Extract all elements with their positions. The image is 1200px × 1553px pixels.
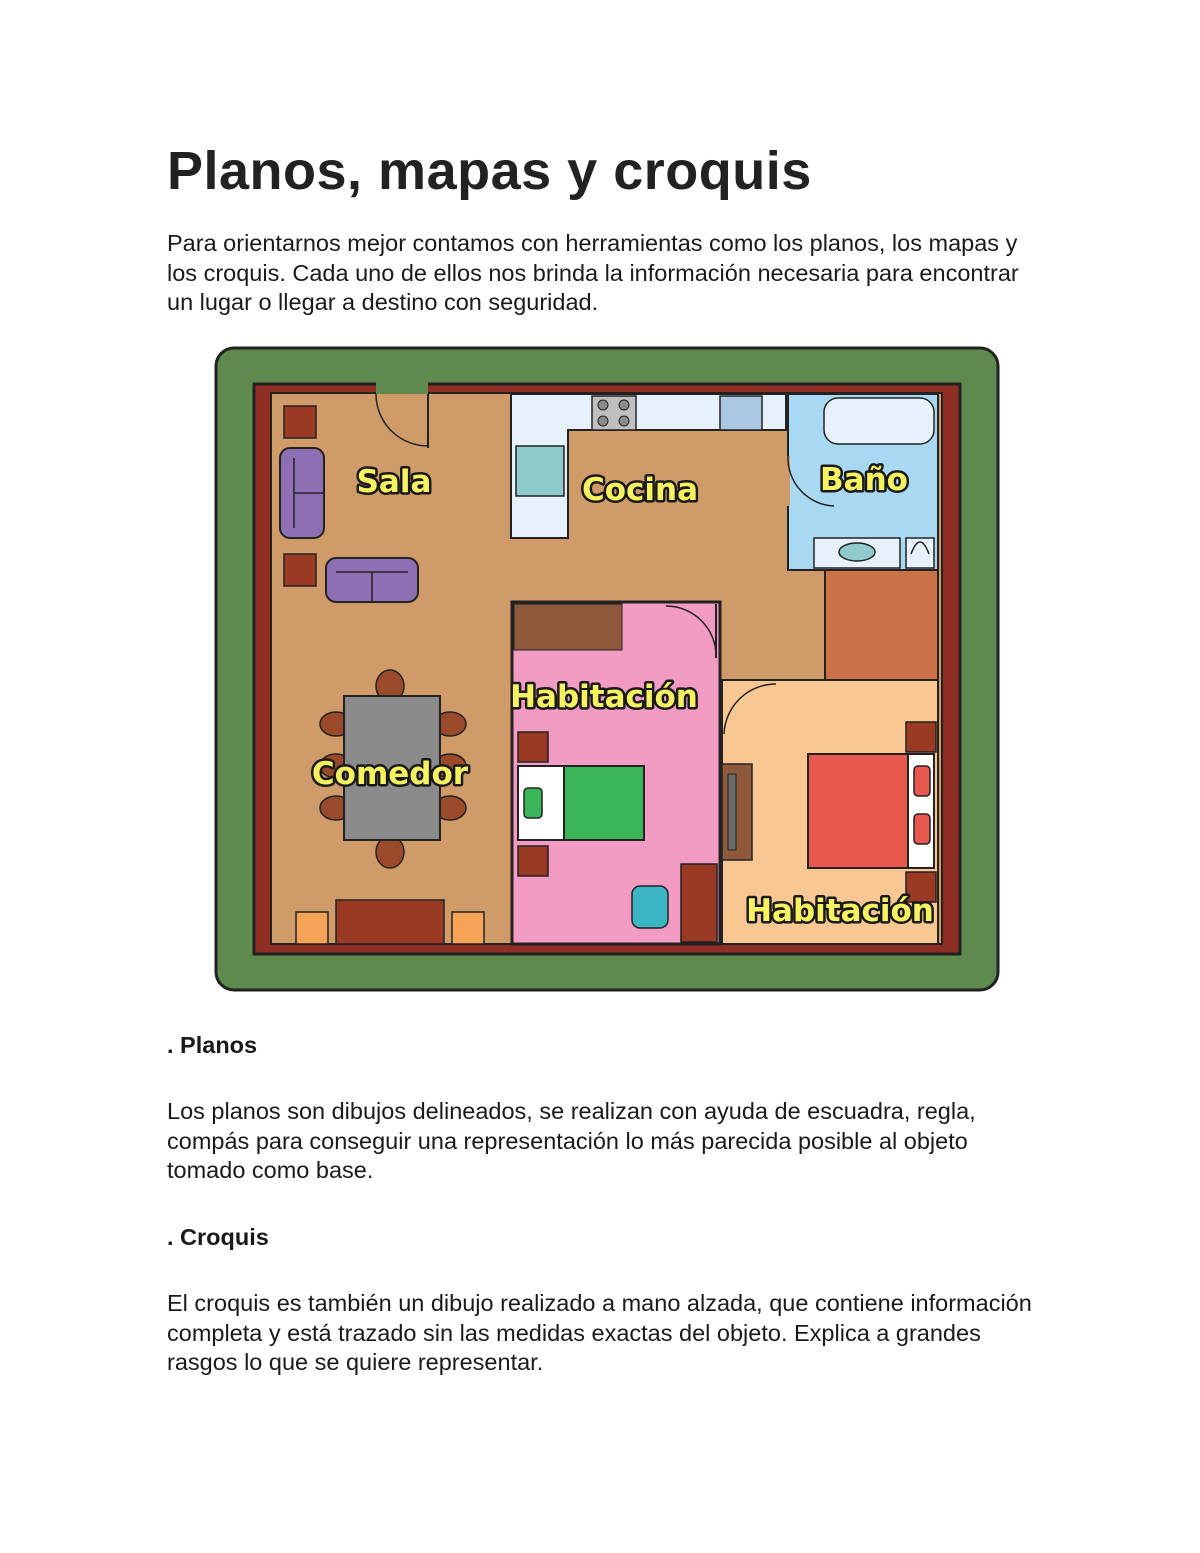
sofa-horizontal bbox=[326, 558, 418, 602]
room-label-habitacion-2: Habitación bbox=[746, 893, 934, 929]
nightstand bbox=[518, 846, 548, 876]
floor-plan-illustration bbox=[214, 346, 1000, 992]
room-label-sala: Sala bbox=[356, 464, 432, 500]
section-heading-croquis: . Croquis bbox=[167, 1224, 269, 1250]
kitchen-sink bbox=[720, 396, 762, 430]
stove bbox=[592, 396, 636, 430]
room-label-habitacion-1: Habitación bbox=[510, 679, 698, 715]
bed-green bbox=[518, 766, 644, 840]
tv-cabinet bbox=[722, 764, 752, 860]
tv-stand bbox=[336, 900, 444, 944]
nightstand bbox=[518, 732, 548, 762]
bed-red bbox=[808, 754, 934, 868]
ottoman bbox=[296, 912, 328, 944]
sofa-vertical bbox=[280, 448, 324, 538]
entrance-gap bbox=[376, 382, 428, 394]
closet bbox=[825, 570, 938, 680]
nightstand bbox=[906, 722, 936, 752]
section-body-planos: Los planos son dibujos delineados, se realizan con ayuda de escuadra, regla, compás para conseguir una representación lo más parecida posible al objeto tomado como base. bbox=[167, 1098, 976, 1183]
ottoman bbox=[452, 912, 484, 944]
room-label-cocina: Cocina bbox=[581, 472, 699, 508]
room-label-bano: Baño bbox=[820, 462, 908, 498]
section-body-croquis: El croquis es también un dibujo realizado a mano alzada, que contiene información completa y está trazado sin las medidas exactas del objeto. Explica a grandes rasgos lo que se quiere representar. bbox=[167, 1290, 1032, 1375]
fridge bbox=[516, 446, 564, 496]
side-table bbox=[284, 406, 316, 438]
wardrobe-pink bbox=[514, 604, 622, 650]
bathroom-sink bbox=[814, 538, 900, 568]
side-table bbox=[284, 554, 316, 586]
toilet bbox=[906, 538, 934, 568]
page-title: Planos, mapas y croquis bbox=[167, 141, 812, 201]
intro-paragraph: Para orientarnos mejor contamos con herramientas como los planos, los mapas y los croquis. Cada uno de ellos nos brinda la información necesaria para encontrar un lugar o llegar a destino con seguridad. bbox=[167, 230, 1019, 315]
section-heading-planos: . Planos bbox=[167, 1032, 258, 1058]
desk bbox=[681, 864, 717, 942]
room-label-comedor: Comedor bbox=[311, 756, 469, 792]
bathtub bbox=[824, 398, 934, 444]
desk-chair bbox=[632, 886, 668, 928]
